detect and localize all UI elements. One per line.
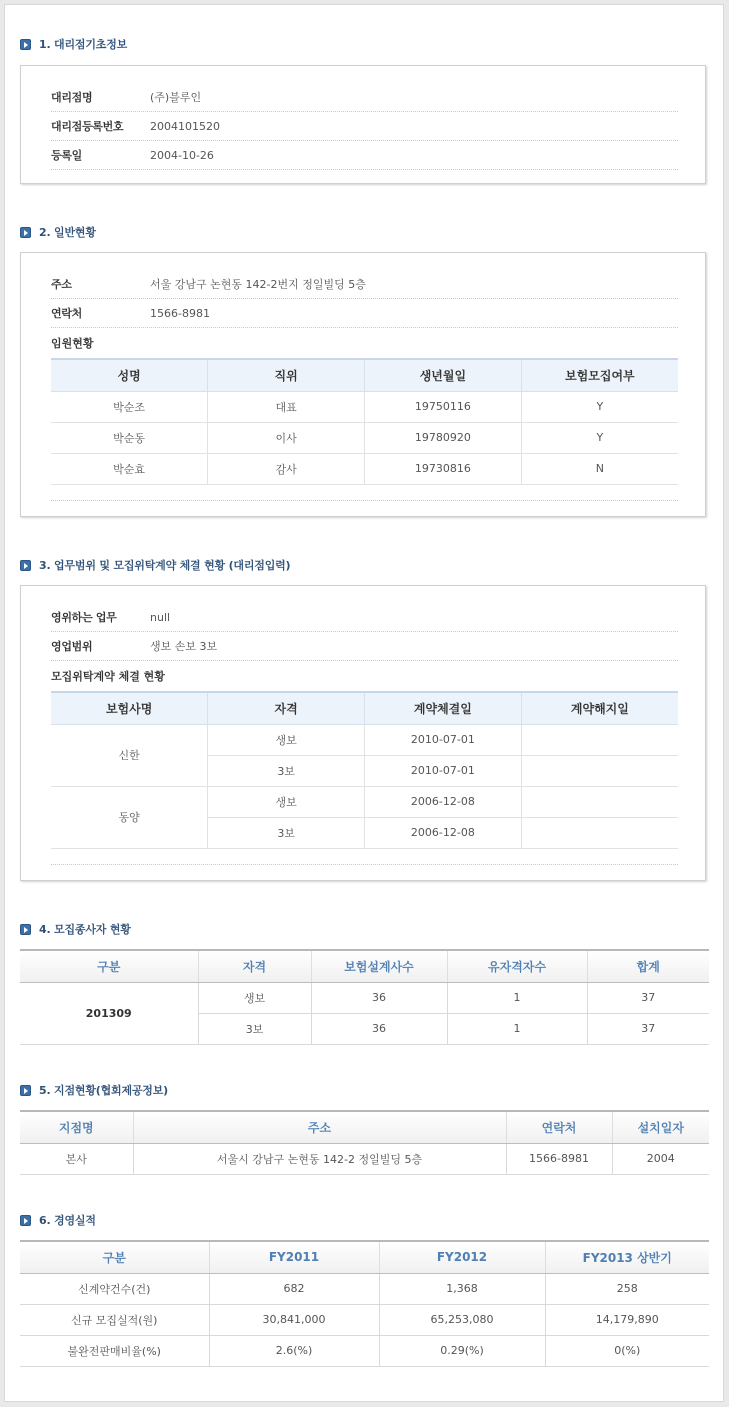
table-cell: 19750116	[365, 391, 522, 422]
company-cell: 동양	[51, 786, 208, 848]
table-cell: 본사	[20, 1143, 133, 1174]
table-cell: 생보	[198, 982, 311, 1013]
company-cell: 신한	[51, 724, 208, 786]
col-header: 보험설계사수	[311, 950, 447, 982]
table-cell: 2004	[612, 1143, 709, 1174]
table-row	[51, 786, 678, 817]
field-label: 연락처	[51, 307, 82, 320]
table-row	[20, 1304, 709, 1335]
col-header: 보험사명	[51, 692, 208, 724]
table-cell: 1	[447, 1013, 587, 1044]
table-cell: 생보	[208, 786, 365, 817]
table-cell: 2006-12-08	[365, 786, 522, 817]
field-value: 생보 손보 3보	[150, 640, 218, 653]
info-row-sales-scope	[51, 632, 678, 661]
col-header: 자격	[208, 692, 365, 724]
section-6-title	[20, 1212, 96, 1228]
table-cell: 2.6(%)	[209, 1335, 379, 1366]
field-label: 영업범위	[51, 640, 93, 653]
table-row	[20, 982, 709, 1013]
table-cell: 2006-12-08	[365, 817, 522, 848]
section-4-title-text: 4. 모집종사자 현황	[39, 923, 131, 936]
dotted-divider	[51, 849, 678, 865]
section-3-title	[20, 557, 290, 573]
dotted-divider	[51, 485, 678, 501]
section-1-title	[20, 36, 127, 52]
info-row-address	[51, 270, 678, 299]
table-cell: 신계약건수(건)	[20, 1273, 209, 1304]
table-cell: N	[521, 453, 678, 484]
table-cell	[521, 817, 678, 848]
col-header: 자격	[198, 950, 311, 982]
col-header: 보험모집여부	[521, 359, 678, 391]
table-cell: 0.29(%)	[379, 1335, 545, 1366]
arrow-right-icon	[20, 39, 31, 50]
col-header: FY2012	[379, 1241, 545, 1273]
col-header: FY2011	[209, 1241, 379, 1273]
col-header: 계약해지일	[521, 692, 678, 724]
contracts-subtitle: 모집위탁계약 체결 현황	[51, 670, 165, 683]
agency-basic-info-box	[20, 65, 706, 184]
section-1-title-text: 1. 대리점기초정보	[39, 38, 128, 51]
table-cell: 감사	[208, 453, 365, 484]
col-header: 구분	[20, 950, 198, 982]
arrow-right-icon	[20, 1215, 31, 1226]
field-value: (주)블루인	[150, 91, 202, 104]
table-cell: 0(%)	[545, 1335, 709, 1366]
period-cell: 201309	[20, 982, 198, 1044]
table-cell: Y	[521, 391, 678, 422]
table-cell: 14,179,890	[545, 1304, 709, 1335]
arrow-right-icon	[20, 227, 31, 238]
general-status-box	[20, 252, 706, 517]
business-scope-box	[20, 585, 706, 881]
table-row	[51, 422, 678, 453]
table-cell: Y	[521, 422, 678, 453]
branches-table-wrap	[20, 1110, 709, 1175]
field-value: 서울 강남구 논현동 142-2번지 정일빌딩 5층	[150, 278, 366, 291]
performance-table	[20, 1240, 709, 1367]
contracts-table	[51, 691, 678, 849]
col-header: 구분	[20, 1241, 209, 1273]
table-cell: 19780920	[365, 422, 522, 453]
table-cell: 36	[311, 982, 447, 1013]
table-cell: 대표	[208, 391, 365, 422]
field-label: 등록일	[51, 149, 82, 162]
table-cell: 생보	[208, 724, 365, 755]
col-header: 성명	[51, 359, 208, 391]
table-cell: 신규 모집실적(원)	[20, 1304, 209, 1335]
section-4-title	[20, 921, 131, 937]
table-cell: 2010-07-01	[365, 724, 522, 755]
table-cell	[521, 724, 678, 755]
table-cell: 3보	[198, 1013, 311, 1044]
table-cell: 박순동	[51, 422, 208, 453]
table-row	[51, 453, 678, 484]
arrow-right-icon	[20, 560, 31, 571]
col-header: 연락처	[506, 1111, 612, 1143]
performance-table-wrap	[20, 1240, 709, 1367]
executives-table	[51, 358, 678, 485]
table-cell: 3보	[208, 817, 365, 848]
info-row-business	[51, 603, 678, 632]
table-cell: 3보	[208, 755, 365, 786]
table-cell: 65,253,080	[379, 1304, 545, 1335]
col-header: FY2013 상반기	[545, 1241, 709, 1273]
table-cell: 불완전판매비율(%)	[20, 1335, 209, 1366]
col-header: 주소	[133, 1111, 506, 1143]
table-row	[51, 724, 678, 755]
table-cell: 36	[311, 1013, 447, 1044]
field-value: 1566-8981	[150, 306, 210, 320]
table-cell: 37	[587, 1013, 709, 1044]
table-cell: 2010-07-01	[365, 755, 522, 786]
table-cell: 박순조	[51, 391, 208, 422]
info-row-contact	[51, 299, 678, 328]
col-header: 지점명	[20, 1111, 133, 1143]
table-row	[51, 391, 678, 422]
arrow-right-icon	[20, 924, 31, 935]
section-5-title-text: 5. 지점현황(협회제공정보)	[39, 1084, 168, 1097]
col-header: 직위	[208, 359, 365, 391]
field-value: 2004101520	[150, 119, 220, 133]
table-cell: 19730816	[365, 453, 522, 484]
table-cell: 박순효	[51, 453, 208, 484]
table-cell	[521, 786, 678, 817]
table-cell: 30,841,000	[209, 1304, 379, 1335]
table-cell: 이사	[208, 422, 365, 453]
col-header: 유자격자수	[447, 950, 587, 982]
table-cell: 682	[209, 1273, 379, 1304]
table-cell: 1566-8981	[506, 1143, 612, 1174]
col-header: 계약체결일	[365, 692, 522, 724]
info-row-agency-name	[51, 83, 678, 112]
field-value: null	[150, 610, 171, 624]
table-cell: 37	[587, 982, 709, 1013]
field-value: 2004-10-26	[150, 148, 214, 162]
field-label: 영위하는 업무	[51, 611, 117, 624]
executives-subtitle: 임원현황	[51, 337, 94, 350]
field-label: 주소	[51, 278, 72, 291]
col-header: 설치일자	[612, 1111, 709, 1143]
branches-table	[20, 1110, 709, 1175]
table-row	[20, 1143, 709, 1174]
table-row	[20, 1335, 709, 1366]
recruiters-table	[20, 949, 709, 1045]
col-header: 생년월일	[365, 359, 522, 391]
section-3-title-text: 3. 업무범위 및 모집위탁계약 체결 현황 (대리점입력)	[39, 559, 291, 572]
table-cell: 1,368	[379, 1273, 545, 1304]
arrow-right-icon	[20, 1085, 31, 1096]
section-5-title	[20, 1082, 168, 1098]
recruiters-table-wrap	[20, 949, 709, 1045]
col-header: 합계	[587, 950, 709, 982]
section-6-title-text: 6. 경영실적	[39, 1214, 96, 1227]
table-cell: 서울시 강남구 논현동 142-2 정일빌딩 5층	[133, 1143, 506, 1174]
info-row-registration-date	[51, 141, 678, 170]
table-cell	[521, 755, 678, 786]
info-row-registration-number	[51, 112, 678, 141]
section-2-title	[20, 224, 96, 240]
table-cell: 258	[545, 1273, 709, 1304]
table-cell: 1	[447, 982, 587, 1013]
field-label: 대리점등록번호	[51, 120, 124, 133]
section-2-title-text: 2. 일반현황	[39, 226, 96, 239]
field-label: 대리점명	[51, 91, 93, 104]
table-row	[20, 1273, 709, 1304]
